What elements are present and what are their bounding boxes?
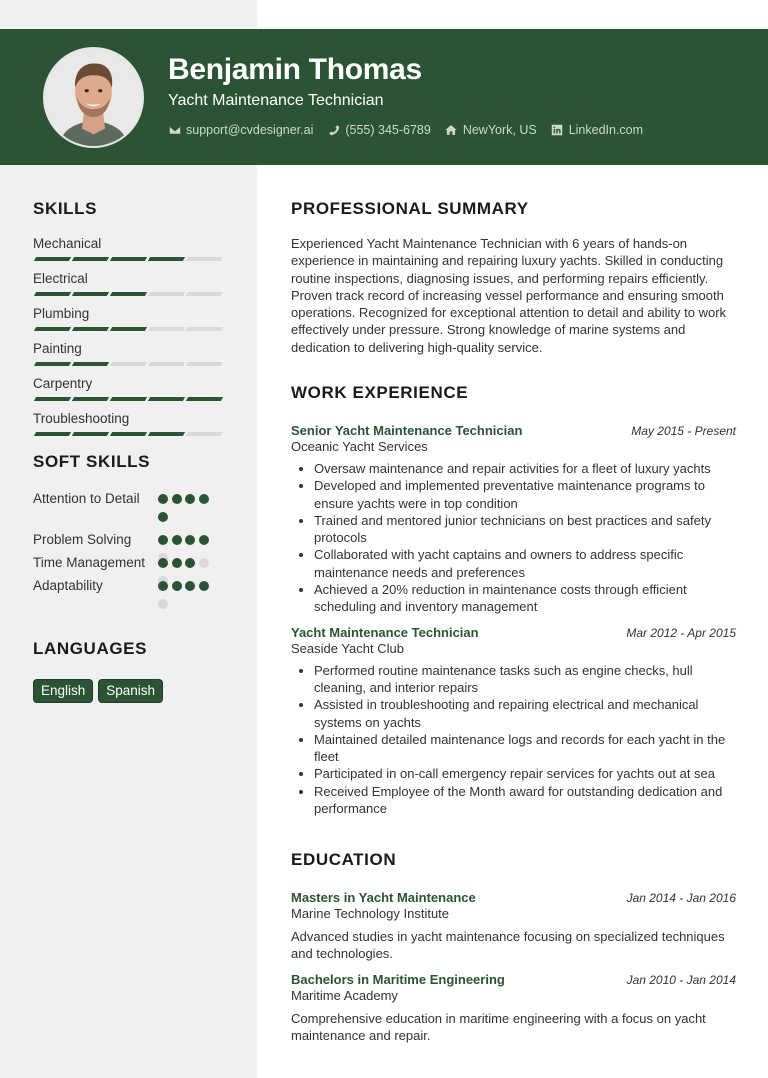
rating-dot — [185, 581, 195, 591]
work-heading: WORK EXPERIENCE — [291, 383, 469, 402]
skill-level-segment — [72, 362, 109, 366]
rating-dot — [185, 494, 195, 504]
skill-level-segment — [110, 362, 147, 366]
skill-label: Electrical — [33, 271, 88, 286]
skill-level-segment — [148, 432, 185, 436]
summary-section — [291, 199, 736, 356]
education-header — [291, 972, 736, 987]
skill-level-segment — [110, 257, 147, 261]
skill-level-bar — [35, 327, 233, 331]
skill-level-segment — [72, 432, 109, 436]
skill-level-segment — [34, 362, 71, 366]
skill-level-bar — [35, 362, 233, 366]
job-bullet: • Assisted in troubleshooting and repairing electrical and mechanical systems on yachts — [314, 696, 736, 731]
languages-heading: LANGUAGES — [33, 639, 148, 658]
skill-label: Carpentry — [33, 376, 93, 391]
education-heading: EDUCATION — [291, 850, 397, 869]
rating-dot — [158, 581, 168, 591]
degree-title: Bachelors in Maritime Engineering — [291, 971, 505, 987]
skill-label: Painting — [33, 341, 82, 356]
skill-level-segment — [148, 327, 185, 331]
skills-heading: SKILLS — [33, 199, 98, 218]
rating-dot — [199, 535, 209, 545]
soft-skills-section — [33, 452, 233, 600]
rating-dot — [172, 535, 182, 545]
job-entry — [291, 625, 736, 818]
summary-text: Experienced Yacht Maintenance Technician with 6 years of hands-on experience in maintaining and repairing luxury yachts. Skilled in conducting routine inspections, diagnosing issues, and performing repairs efficiently. Proven track record of increasing vessel performance and ensuring smooth operations. Recognized for exceptional attention to detail and ability to work effectively under pressure. Strong knowledge of marine systems and dedication to delivering high-quality service. — [291, 236, 727, 355]
skill-label: Troubleshooting — [33, 411, 130, 426]
rating-dot — [158, 512, 168, 522]
soft-skill-rating — [158, 490, 214, 531]
skill-level-segment — [148, 257, 185, 261]
skill-level-bar — [35, 292, 233, 296]
skill-level-segment — [72, 292, 109, 296]
job-dates: May 2015 - Present — [631, 424, 736, 438]
soft-skill-rating — [158, 531, 214, 554]
contact-linkedin[interactable] — [551, 123, 643, 137]
degree-title: Masters in Yacht Maintenance — [291, 890, 476, 905]
language-badge: English — [33, 679, 93, 703]
skill-level-segment — [186, 327, 223, 331]
skill-level-segment — [110, 432, 147, 436]
skill-level-segment — [72, 257, 109, 261]
soft-skills-heading: SOFT SKILLS — [33, 452, 151, 471]
company-name: Oceanic Yacht Services — [291, 439, 428, 454]
skill-level-segment — [186, 397, 223, 401]
candidate-title: Yacht Maintenance Technician — [168, 92, 384, 109]
job-dates: Mar 2012 - Apr 2015 — [626, 625, 736, 640]
job-bullet: • Received Employee of the Month award for outstanding dedication and performance — [314, 783, 736, 818]
company-name: Seaside Yacht Club — [291, 640, 404, 656]
jobs-list — [291, 423, 736, 817]
school-name: Maritime Academy — [291, 987, 398, 1003]
soft-skill-rating — [158, 554, 214, 577]
skill-level-segment — [110, 292, 147, 296]
contact-email-text: support@cvdesigner.ai — [186, 123, 314, 137]
skill-level-segment — [72, 327, 109, 331]
home-icon — [445, 124, 458, 137]
skill-level-segment — [34, 397, 71, 401]
skill-level-segment — [34, 432, 71, 436]
soft-skill-label: Attention to Detail — [33, 491, 140, 506]
soft-skills-list — [33, 490, 233, 600]
skill-level-segment — [186, 362, 223, 366]
job-title: Yacht Maintenance Technician — [291, 624, 479, 640]
education-dates: Jan 2010 - Jan 2014 — [626, 972, 736, 987]
job-bullet: • Performed routine maintenance tasks such as engine checks, hull cleaning, and interior repairs — [314, 662, 736, 697]
rating-dot — [199, 558, 209, 568]
skill-level-segment — [110, 327, 147, 331]
contact-phone-text: (555) 345-6789 — [345, 123, 431, 137]
rating-dot — [158, 535, 168, 545]
school-name: Marine Technology Institute — [291, 906, 450, 921]
skill-level-segment — [148, 292, 185, 296]
skill-level-segment — [186, 432, 223, 436]
contact-list — [168, 123, 657, 137]
job-entry — [291, 423, 736, 616]
languages-list — [33, 679, 233, 703]
job-bullet: • Trained and mentored junior technicians on best practices and safety protocols — [314, 512, 736, 547]
rating-dot — [172, 581, 182, 591]
education-entry — [291, 972, 736, 1045]
envelope-icon — [168, 124, 181, 137]
skill-label: Mechanical — [33, 236, 102, 251]
resume-header — [0, 29, 768, 165]
job-bullet: • Collaborated with yacht captains and owners to address specific maintenance needs and preferences — [314, 546, 736, 581]
job-header — [291, 625, 736, 640]
skill-level-segment — [148, 362, 185, 366]
skill-level-segment — [34, 292, 71, 296]
education-description: Advanced studies in yacht maintenance focusing on specialized techniques and technologies. — [291, 929, 725, 962]
soft-skill-row — [33, 531, 233, 554]
contact-location-text: NewYork, US — [462, 123, 537, 137]
job-header — [291, 423, 736, 438]
summary-heading: PROFESSIONAL SUMMARY — [291, 199, 529, 218]
education-description: Comprehensive education in maritime engineering with a focus on yacht maintenance and repair. — [291, 1010, 706, 1043]
skills-section — [33, 199, 233, 445]
rating-dot — [158, 558, 168, 568]
skill-level-bar — [35, 257, 233, 261]
languages-section — [33, 639, 233, 703]
skill-level-segment — [72, 397, 109, 401]
phone-icon — [327, 124, 340, 137]
linkedin-icon — [551, 124, 564, 137]
skill-level-segment — [186, 257, 223, 261]
rating-dot — [172, 494, 182, 504]
job-bullet: • Participated in on-call emergency repair services for yachts out at sea — [314, 765, 736, 782]
profile-photo — [43, 47, 144, 148]
skill-level-bar — [35, 432, 233, 436]
portrait-illustration — [45, 49, 142, 146]
education-dates: Jan 2014 - Jan 2016 — [626, 891, 736, 905]
rating-dot — [158, 494, 168, 504]
education-entry — [291, 890, 736, 963]
skill-level-segment — [34, 257, 71, 261]
contact-email[interactable] — [168, 123, 313, 137]
skill-label: Plumbing — [33, 306, 90, 321]
education-header — [291, 890, 736, 905]
rating-dot — [199, 581, 209, 591]
job-bullet: • Maintained detailed maintenance logs and records for each yacht in the fleet — [314, 731, 736, 766]
soft-skill-rating — [158, 577, 214, 600]
education-list — [291, 890, 736, 1044]
soft-skill-row — [33, 490, 233, 531]
work-experience-section — [291, 383, 736, 817]
soft-skill-label: Adaptability — [33, 578, 103, 593]
job-bullets — [291, 460, 736, 616]
contact-phone[interactable] — [327, 123, 430, 137]
rating-dot — [158, 599, 168, 609]
soft-skill-row — [33, 577, 233, 600]
language-badge: Spanish — [98, 679, 163, 703]
rating-dot — [172, 558, 182, 568]
skills-list — [33, 235, 233, 436]
job-bullet: • Oversaw maintenance and repair activities for a fleet of luxury yachts — [314, 460, 736, 477]
skill-level-bar — [35, 397, 233, 401]
soft-skill-label: Problem Solving — [33, 532, 132, 547]
skill-level-segment — [34, 327, 71, 331]
contact-linkedin-text: LinkedIn.com — [568, 123, 644, 137]
rating-dot — [185, 558, 195, 568]
contact-location — [445, 123, 537, 137]
education-section — [291, 850, 736, 1044]
soft-skill-label: Time Management — [33, 555, 146, 570]
skill-level-segment — [148, 397, 185, 401]
job-bullets — [291, 662, 736, 818]
job-bullet: • Developed and implemented preventative maintenance programs to ensure yachts were in top condition — [314, 477, 736, 512]
job-title: Senior Yacht Maintenance Technician — [291, 423, 523, 438]
soft-skill-row — [33, 554, 233, 577]
rating-dot — [185, 535, 195, 545]
skill-level-segment — [110, 397, 147, 401]
rating-dot — [199, 494, 209, 504]
skill-level-segment — [186, 292, 223, 296]
candidate-name: Benjamin Thomas — [168, 53, 422, 86]
job-bullet: • Achieved a 20% reduction in maintenance costs through efficient scheduling and inventory management — [314, 581, 736, 616]
